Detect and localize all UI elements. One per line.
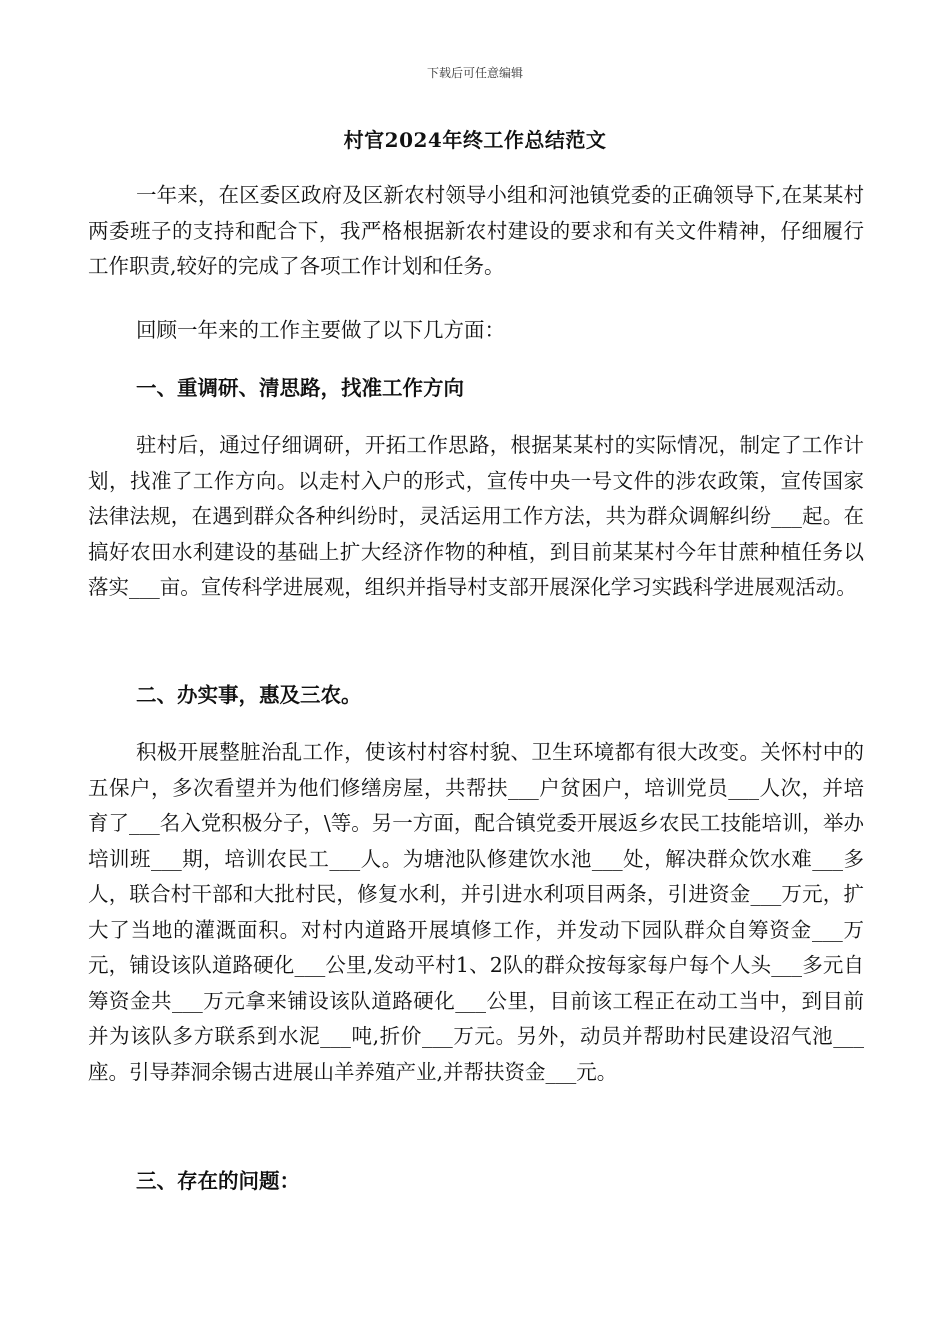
section-body-1: 驻村后，通过仔细调研，开拓工作思路，根据某某村的实际情况，制定了工作计划，找准了工作方向。以走村入户的形式，宣传中央一号文件的涉农政策，宣传国家法律法规，在遇到群众各种纠纷时，灵活运用工作方法，共为群众调解纠纷___起。在搞好农田水利建设的基础上扩大经济作物的种植，到目前某某村今年甘蔗种植任务以落实___亩。宣传科学进展观，组织并指导村支部开展深化学习实践科学进展观活动。 <box>88 433 864 599</box>
header-note: 下载后可任意编辑 <box>426 66 523 80</box>
intro-paragraph: 一年来，在区委区政府及区新农村领导小组和河池镇党委的正确领导下,在某某村两委班子的支持和配合下，我严格根据新农村建设的要求和有关文件精神，仔细履行工作职责,较好的完成了各项工作计划和任务。 <box>88 183 864 278</box>
section-heading-1: 一、重调研、清思路，找准工作方向 <box>136 376 464 400</box>
section-body-2: 积极开展整脏治乱工作，使该村村容村貌、卫生环境都有很大改变。关怀村中的五保户，多次看望并为他们修缮房屋，共帮扶___户贫困户，培训党员___人次，并培育了___名入党积极分子，\等。另一方面，配合镇党委开展返乡农民工技能培训，举办培训班___期，培训农民工___人。为塘池队修建饮水池___处，解决群众饮水难___多人，联合村干部和大批村民，修复水利，并引进水利项目两条，引进资金___万元，扩大了当地的灌溉面积。对村内道路开展填修工作，并发动下园队群众自筹资金___万元，铺设该队道路硬化___公里,发动平村1、2队的群众按每家每户每个人头___多元自筹资金共___万元拿来铺设该队道路硬化___公里，目前该工程正在动工当中，到目前并为该队多方联系到水泥___吨,折价___万元。另外，动员并帮助村民建设沼气池___座。引导莽洞余锡古进展山羊养殖产业,并帮扶资金___元。 <box>88 740 864 1084</box>
page-title: 村官2024年终工作总结范文 <box>343 128 607 152</box>
section-heading-2: 二、办实事，惠及三农。 <box>136 683 362 707</box>
review-line: 回顾一年来的工作主要做了以下几方面： <box>136 318 505 342</box>
section-heading-3: 三、存在的问题： <box>136 1169 300 1193</box>
